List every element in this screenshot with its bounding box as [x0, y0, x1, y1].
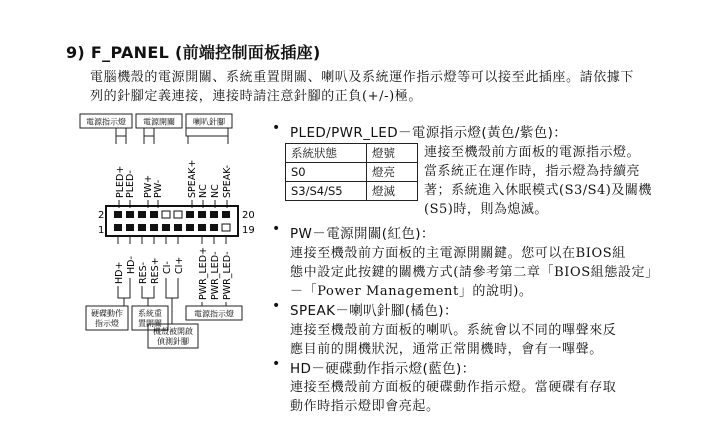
- led-status-table: [285, 143, 418, 201]
- hd-desc-2: 動作時指示燈即會亮起。: [290, 399, 440, 414]
- row-number-top-left: 2: [98, 210, 105, 221]
- pin-label-speak-minus: SPEAK-: [222, 165, 233, 198]
- pin-label-speak-plus: SPEAK+: [187, 159, 198, 198]
- box-power-switch-label: 電源開關: [143, 117, 175, 127]
- box-power-led-bottom-label: 電源指示燈: [194, 309, 234, 319]
- pin-label-hd-plus: HD+: [114, 261, 125, 284]
- pin-label-pwr-led-plus: PWR_LED+: [198, 246, 209, 300]
- row-number-top-right: 20: [242, 210, 255, 221]
- row-number-bottom-left: 1: [98, 225, 105, 236]
- pin-label-pled-minus: PLED-: [125, 170, 136, 198]
- table-cell-s0: S0: [286, 163, 367, 182]
- bullet-pled: •: [272, 120, 281, 136]
- box-chassis-intrusion-label-1: 機殼被開啟: [153, 327, 193, 336]
- pin-label-res-minus: RES-: [138, 261, 149, 284]
- box-reset-switch-label-1: 系統重: [138, 309, 162, 318]
- pin-grid: [114, 211, 230, 231]
- speak-desc-1: 連接至機殼前方面板的喇叭。系統會以不同的嗶聲來反: [290, 323, 617, 338]
- row-number-bottom-right: 19: [242, 225, 255, 236]
- speak-title: SPEAK－喇叭針腳(橘色)：: [290, 303, 458, 319]
- pled-desc-4: (S5)時，則為熄滅。: [424, 202, 548, 217]
- intro-line-2: 列的針腳定義連接，連接時請注意針腳的正負(+/-)極。: [90, 89, 423, 104]
- pin-label-pwr-led-minus-2: PWR_LED-: [222, 251, 233, 300]
- bullet-speak: •: [272, 298, 281, 314]
- speak-desc-2: 應目前的開機狀況，通常正常開機時，會有一嗶聲。: [290, 342, 603, 357]
- box-reset-switch-label-2: 置開關: [138, 319, 162, 328]
- section-heading: 9) F_PANEL (前端控制面板插座): [66, 43, 321, 62]
- table-cell-s0-led: 燈亮: [367, 163, 418, 182]
- hd-title: HD－硬碟動作指示燈(藍色)：: [290, 361, 476, 377]
- box-hdd-led-label-2: 指示燈: [95, 319, 119, 328]
- table-cell-s3s4s5-led: 燈滅: [367, 182, 418, 201]
- box-speaker-label: 喇叭針腳: [193, 117, 225, 127]
- pw-desc-1: 連接至機殼前方面板的主電源開關鍵。您可以在BIOS組: [290, 246, 626, 261]
- pled-title: PLED/PWR_LED－電源指示燈(黃色/紫色)：: [290, 125, 568, 141]
- pin-label-nc-2: NC: [210, 184, 221, 198]
- pin-label-pwr-led-minus-1: PWR_LED-: [210, 251, 221, 300]
- pin-label-ci-plus: CI+: [174, 256, 185, 274]
- f-panel-pin-diagram: [78, 108, 268, 358]
- pled-desc-3: 著；系統進入休眠模式(S3/S4)及關機: [424, 183, 652, 198]
- hd-desc-1: 連接至機殼前方面板的硬碟動作指示燈。當硬碟有存取: [290, 380, 617, 395]
- pin-label-hd-minus: HD-: [126, 256, 137, 274]
- pin-label-pled-plus: PLED+: [115, 165, 126, 198]
- bullet-hd: •: [272, 356, 281, 372]
- pin-label-ci-minus: CI-: [162, 261, 173, 274]
- pin-header-outline: [106, 206, 238, 236]
- table-header-state: 系統狀態: [286, 144, 367, 163]
- pin-label-pw-plus: PW+: [143, 174, 154, 198]
- intro-line-1: 電腦機殼的電源開關、系統重置開關、喇叭及系統運作指示燈等可以接至此插座。請依據下: [90, 70, 635, 85]
- pled-desc-2: 當系統正在運作時，指示燈為持續亮: [424, 164, 641, 179]
- box-power-led-top-label: 電源指示燈: [86, 117, 126, 127]
- box-chassis-intrusion-label-2: 偵測針腳: [157, 337, 189, 346]
- pin-label-pw-minus: PW-: [153, 179, 164, 198]
- pin-label-nc-1: NC: [198, 184, 209, 198]
- box-hdd-led-label-1: 硬碟動作: [91, 309, 123, 318]
- table-header-led: 燈號: [367, 144, 418, 163]
- table-cell-s3s4s5: S3/S4/S5: [286, 182, 367, 201]
- pw-desc-2: 態中設定此按鍵的關機方式(請參考第二章「BIOS組態設定」: [290, 265, 659, 280]
- pled-desc-1: 連接至機殼前方面板的電源指示燈。: [424, 145, 641, 160]
- bullet-pw: •: [272, 221, 281, 237]
- pw-title: PW－電源開關(紅色)：: [290, 226, 435, 242]
- pw-desc-3: －「Power Management」的說明)。: [290, 284, 533, 299]
- pin-label-res-plus: RES+: [150, 257, 161, 284]
